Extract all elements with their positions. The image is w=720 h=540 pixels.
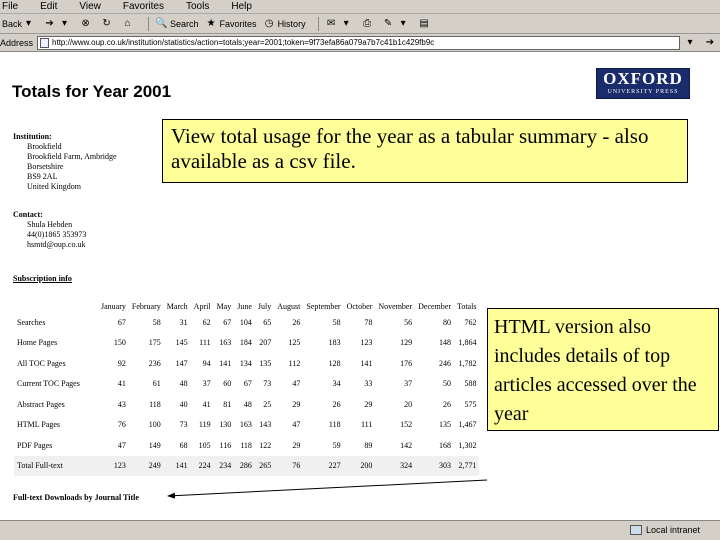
table-cell: 265 — [255, 456, 274, 477]
table-cell: 125 — [288, 338, 301, 348]
table-row — [14, 415, 479, 436]
menu-bar — [0, 0, 720, 14]
table-cell: 324 — [375, 456, 415, 477]
refresh-button[interactable] — [100, 17, 115, 30]
status-bar — [0, 520, 720, 540]
favorites-icon: ★ — [206, 18, 216, 29]
table-cell: 143 — [259, 420, 272, 430]
usage-table — [14, 300, 479, 476]
column-header: November — [378, 301, 413, 311]
institution-line: Brookfield Farm, Ambridge — [27, 152, 117, 161]
table-cell: 234 — [214, 456, 235, 477]
table-cell: 122 — [259, 440, 272, 450]
table-cell: 104 — [239, 317, 252, 327]
stop-button[interactable] — [79, 17, 94, 30]
contact-heading: Contact: — [13, 210, 43, 219]
table-cell: 89 — [364, 440, 373, 450]
table-cell: 111 — [360, 420, 373, 430]
callout-tabular-summary: View total usage for the year as a tabular summary - also available as a csv file. — [162, 119, 688, 183]
table-cell: 142 — [400, 440, 413, 450]
row-label: Searches — [17, 317, 46, 327]
table-cell: 246 — [439, 358, 451, 368]
table-cell: 147 — [175, 358, 188, 368]
table-cell: 168 — [439, 440, 451, 450]
column-header: April — [193, 301, 211, 311]
zone-label: Local intranet — [646, 525, 701, 535]
table-cell: 150 — [113, 338, 126, 348]
table-cell: 92 — [117, 358, 126, 368]
table-cell: 1,467 — [458, 420, 477, 430]
table-cell: 29 — [364, 399, 373, 409]
table-cell: 59 — [332, 440, 341, 450]
table-cell: 41 — [117, 379, 126, 389]
table-cell: 48 — [179, 379, 188, 389]
go-icon[interactable]: ➔ — [705, 37, 715, 48]
table-cell: 100 — [148, 420, 161, 430]
column-header: July — [257, 301, 272, 311]
toolbar — [0, 14, 720, 34]
chevron-down-icon: ▾ — [62, 18, 68, 29]
table-cell: 34 — [332, 379, 341, 389]
table-cell: 58 — [152, 317, 161, 327]
discuss-button[interactable] — [418, 17, 433, 30]
table-cell: 236 — [148, 358, 161, 368]
column-header: February — [131, 301, 161, 311]
edit-button[interactable] — [382, 17, 412, 30]
table-cell: 61 — [152, 379, 161, 389]
table-cell: 81 — [223, 399, 232, 409]
column-header: January — [101, 301, 126, 311]
table-cell: 37 — [202, 379, 211, 389]
logo-line-2: UNIVERSITY PRESS — [607, 89, 679, 95]
table-cell: 123 — [360, 338, 373, 348]
table-cell: 149 — [148, 440, 161, 450]
contact-line: Shula Hebden — [27, 220, 73, 229]
column-header: September — [306, 301, 341, 311]
table-cell: 152 — [400, 420, 413, 430]
column-header: March — [166, 301, 188, 311]
table-cell: 1,302 — [458, 440, 477, 450]
table-cell: 116 — [219, 440, 232, 450]
print-button[interactable] — [361, 17, 376, 30]
menu-help[interactable]: Help — [231, 1, 252, 12]
table-cell: 20 — [404, 399, 413, 409]
address-label: Address — [0, 37, 34, 48]
row-label: PDF Pages — [17, 440, 53, 450]
search-button[interactable] — [155, 17, 199, 30]
table-cell: 128 — [328, 358, 341, 368]
institution-block — [13, 132, 117, 192]
table-row — [14, 353, 479, 374]
table-cell: 183 — [328, 338, 341, 348]
address-url: http://www.oup.co.uk/institution/statistics/action=totals;year=2001;token=9f73efa86a079a7b7c41b1c429fb9c — [52, 37, 435, 47]
table-cell: 123 — [98, 456, 129, 477]
institution-heading: Institution: — [13, 132, 52, 141]
history-button[interactable] — [263, 17, 306, 30]
separator — [318, 17, 319, 31]
table-cell: 135 — [439, 420, 451, 430]
security-zone — [630, 525, 700, 535]
table-cell: 33 — [364, 379, 373, 389]
favorites-label: Favorites — [219, 18, 257, 29]
column-header: December — [418, 301, 451, 311]
table-cell: 62 — [202, 317, 211, 327]
table-cell: 303 — [415, 456, 454, 477]
table-cell: 575 — [464, 399, 477, 409]
table-cell: 249 — [129, 456, 164, 477]
page-title: Totals for Year 2001 — [12, 82, 172, 101]
chevron-down-icon: ▾ — [400, 18, 406, 29]
search-label: Search — [170, 18, 199, 29]
menu-file[interactable]: File — [2, 1, 19, 12]
menu-tools[interactable]: Tools — [185, 1, 210, 12]
table-cell: 184 — [239, 338, 252, 348]
table-cell: 29 — [292, 399, 301, 409]
intranet-icon — [630, 525, 642, 535]
table-cell: 286 — [234, 456, 255, 477]
table-cell: 29 — [292, 440, 301, 450]
row-label: Total Full-text — [14, 456, 98, 477]
forward-button[interactable] — [43, 17, 73, 30]
table-cell: 43 — [117, 399, 126, 409]
print-icon: ⎙ — [363, 18, 372, 29]
mail-icon: ✉ — [326, 18, 336, 29]
table-cell: 40 — [179, 399, 188, 409]
table-cell: 58 — [332, 317, 341, 327]
row-label: Home Pages — [17, 338, 58, 348]
institution-line: Brookfield — [27, 142, 62, 151]
callout-html-version: HTML version also includes details of top articles accessed over the year — [487, 308, 719, 431]
history-icon: ◷ — [264, 18, 274, 29]
table-cell: 207 — [259, 338, 272, 348]
history-label: History — [277, 18, 306, 29]
table-cell: 141 — [219, 358, 232, 368]
forward-arrow-icon: ➔ — [45, 18, 54, 29]
table-cell: 47 — [292, 420, 301, 430]
edit-icon: ✎ — [383, 18, 393, 29]
dropdown-arrow-icon[interactable]: ▾ — [687, 37, 693, 48]
table-cell: 129 — [400, 338, 413, 348]
table-cell: 145 — [175, 338, 188, 348]
table-cell: 176 — [400, 358, 413, 368]
back-label: Back — [2, 18, 23, 29]
institution-line: BS9 2AL — [27, 172, 58, 181]
table-cell: 118 — [328, 420, 341, 430]
home-icon: ⌂ — [124, 18, 131, 29]
table-cell: 163 — [219, 338, 232, 348]
table-cell: 175 — [148, 338, 161, 348]
table-cell: 67 — [117, 317, 126, 327]
page-icon — [40, 38, 49, 48]
row-label: HTML Pages — [17, 420, 61, 430]
menu-edit[interactable]: Edit — [40, 1, 58, 12]
contact-line: 44(0)1865 353973 — [27, 230, 87, 239]
menu-view[interactable]: View — [79, 1, 101, 12]
chevron-down-icon: ▾ — [26, 18, 32, 29]
table-cell: 94 — [202, 358, 211, 368]
table-cell: 105 — [198, 440, 211, 450]
chevron-down-icon: ▾ — [343, 18, 349, 29]
row-label: All TOC Pages — [17, 358, 66, 368]
table-cell: 76 — [274, 456, 303, 477]
home-button[interactable] — [121, 17, 136, 30]
table-cell: 119 — [198, 420, 211, 430]
table-cell: 76 — [117, 420, 126, 430]
row-label: Abstract Pages — [17, 399, 65, 409]
column-header: Totals — [457, 301, 477, 311]
table-row — [14, 374, 479, 395]
table-row — [14, 312, 479, 333]
table-cell: 78 — [364, 317, 373, 327]
table-cell: 47 — [292, 379, 301, 389]
table-cell: 80 — [443, 317, 451, 327]
table-cell: 118 — [149, 399, 161, 409]
table-cell: 224 — [191, 456, 214, 477]
table-cell: 25 — [263, 399, 272, 409]
subscription-info-link[interactable]: Subscription info — [13, 274, 72, 283]
row-label: Current TOC Pages — [17, 379, 80, 389]
table-cell: 227 — [303, 456, 343, 477]
table-header-row — [14, 300, 479, 312]
logo-line-1: OXFORD — [603, 69, 683, 88]
table-cell: 50 — [443, 379, 451, 389]
table-cell: 31 — [179, 317, 188, 327]
discuss-icon: ▤ — [419, 18, 429, 29]
table-cell: 2,771 — [454, 456, 479, 477]
table-cell: 200 — [344, 456, 376, 477]
table-cell: 26 — [332, 399, 341, 409]
address-input[interactable] — [37, 36, 680, 50]
table-cell: 111 — [199, 338, 211, 348]
table-row — [14, 456, 479, 477]
stop-icon: ⊗ — [81, 18, 90, 29]
table-cell: 68 — [179, 440, 188, 450]
separator — [148, 17, 149, 31]
back-button[interactable] — [2, 17, 37, 30]
table-cell: 134 — [239, 358, 252, 368]
table-cell: 163 — [239, 420, 252, 430]
table-row — [14, 333, 479, 354]
table-cell: 56 — [404, 317, 413, 327]
table-cell: 141 — [360, 358, 373, 368]
contact-block — [13, 210, 86, 250]
column-header: June — [237, 301, 252, 311]
column-header: May — [216, 301, 232, 311]
table-cell: 588 — [464, 379, 477, 389]
institution-line: United Kingdom — [27, 182, 81, 191]
menu-favorites[interactable]: Favorites — [122, 1, 164, 12]
table-cell: 73 — [263, 379, 272, 389]
table-cell: 67 — [243, 379, 252, 389]
mail-button[interactable] — [325, 17, 355, 30]
table-cell: 73 — [179, 420, 188, 430]
oxford-logo — [596, 68, 690, 99]
address-bar — [0, 34, 720, 52]
table-cell: 26 — [443, 399, 451, 409]
table-cell: 112 — [288, 358, 301, 368]
search-icon: 🔍 — [155, 18, 168, 29]
table-cell: 67 — [223, 317, 232, 327]
table-cell: 762 — [464, 317, 477, 327]
table-cell: 65 — [263, 317, 272, 327]
table-cell: 48 — [243, 399, 252, 409]
table-cell: 141 — [164, 456, 191, 477]
table-cell: 148 — [439, 338, 451, 348]
column-header — [14, 300, 98, 312]
table-cell: 118 — [240, 440, 252, 450]
favorites-button[interactable] — [205, 17, 257, 30]
table-cell: 135 — [259, 358, 272, 368]
institution-line: Borsetshire — [27, 162, 64, 171]
table-cell: 1,864 — [458, 338, 477, 348]
table-cell: 130 — [219, 420, 232, 430]
refresh-icon: ↻ — [102, 18, 111, 29]
table-cell: 60 — [223, 379, 232, 389]
contact-email[interactable]: hsmtd@oup.co.uk — [27, 240, 86, 249]
column-header: August — [277, 301, 301, 311]
table-cell: 1,782 — [458, 358, 477, 368]
table-row — [14, 394, 479, 415]
table-cell: 41 — [202, 399, 211, 409]
column-header: October — [346, 301, 373, 311]
journal-title-downloads-link[interactable]: Full-text Downloads by Journal Title — [13, 493, 139, 502]
table-cell: 47 — [117, 440, 126, 450]
table-cell: 26 — [292, 317, 301, 327]
table-cell: 37 — [404, 379, 413, 389]
table-row — [14, 435, 479, 456]
